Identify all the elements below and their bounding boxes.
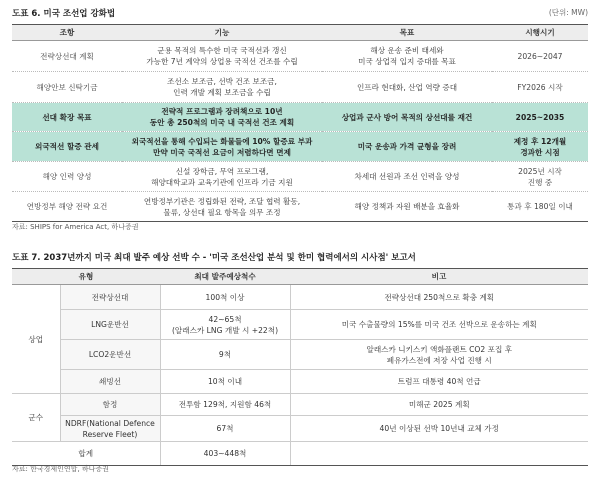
fig7-type-cell	[60, 340, 160, 370]
fig6-goal-cell	[322, 41, 492, 72]
fig7-header-cell: 비고	[290, 269, 588, 285]
cell-line: 진행 중	[527, 177, 553, 187]
fig6-table	[12, 24, 588, 222]
fig6-goal-cell	[322, 103, 492, 132]
fig7-count-cell	[160, 394, 290, 416]
cell-line: 전략적 프로그램과 장려책으로 10년	[161, 107, 283, 116]
fig6-goal-cell	[322, 162, 492, 192]
cell-line: 인프라 현대화, 산업 역량 증대	[356, 82, 458, 92]
fig7-header-cell: 유형	[12, 269, 160, 285]
fig6-sched-cell	[492, 132, 588, 162]
fig6-row	[12, 162, 588, 192]
fig6-goal-cell	[322, 132, 492, 162]
cell-line: 전략상선대	[91, 292, 129, 302]
cell-line: 경과한 시점	[520, 147, 560, 157]
fig6-header-cell: 조항	[12, 25, 122, 41]
fig6-item-cell: 외국적선 할증 관세	[12, 132, 122, 162]
cell-line: 해상 운송 준비 태세와	[370, 46, 444, 55]
cell-line: 67척	[216, 424, 234, 433]
fig6-sched-cell	[492, 103, 588, 132]
cell-line: 가능한 7년 계약의 상업용 국적선 건조를 수립	[146, 57, 298, 66]
cell-line: 상업과 군사 방어 목적의 상선대를 재건	[341, 112, 473, 122]
cell-line: 인력 개발 계획 보조금을 수립	[173, 88, 271, 97]
fig7-total-row	[12, 442, 588, 466]
fig7-row	[12, 370, 588, 394]
fig6-func-cell	[122, 162, 322, 192]
cell-line: 동안 총 250척의 미국 내 국적선 건조 계획	[149, 118, 295, 127]
cell-line: (알래스카 LNG 개발 시 +22척)	[171, 325, 279, 335]
cell-line: 물류, 상선대 필요 항목을 의무 조정	[163, 207, 281, 217]
fig6-header-cell: 목표	[322, 25, 492, 41]
cell-line: 전략상선대 250척으로 확충 계획	[384, 292, 495, 302]
fig6-row	[12, 132, 588, 162]
fig6-unit: (단위: MW)	[548, 8, 588, 17]
cell-line: 미해군 2025 계획	[408, 400, 470, 409]
fig7-type-cell	[60, 285, 160, 310]
fig6-goal-cell	[322, 72, 492, 103]
fig7-row	[12, 340, 588, 370]
cell-line: 알래스카 니키스키 액화플랜트 CO2 포집 후	[366, 344, 513, 354]
fig6-source: 자료: SHIPS for America Act, 하나증권	[12, 223, 139, 231]
fig6-func-cell	[122, 103, 322, 132]
cell-line: 42~65척	[208, 314, 242, 324]
fig6-func-cell	[122, 192, 322, 222]
cell-line: 쇄빙선	[99, 377, 122, 386]
cell-line: 트럼프 대통령 40척 언급	[397, 377, 481, 386]
fig7-type-cell	[60, 370, 160, 394]
cell-line: 함정	[102, 400, 118, 409]
cell-line: 미국 운송과 가격 균형을 장려	[357, 142, 457, 151]
cell-line: 조선소 보조금, 선박 건조 보조금,	[167, 77, 277, 86]
fig6-goal-cell	[322, 192, 492, 222]
fig7-note-cell	[290, 310, 588, 340]
fig7-row	[12, 310, 588, 340]
fig7-type-cell	[60, 416, 160, 442]
cell-line: 100척 이상	[205, 292, 245, 302]
cell-line: LCO2운반선	[88, 350, 132, 359]
fig7-note-cell	[290, 416, 588, 442]
fig7-note-cell	[290, 340, 588, 370]
fig7-total-label: 합계	[12, 442, 160, 466]
fig7-note-cell	[290, 394, 588, 416]
cell-line: 전투함 129척, 지원함 46척	[178, 400, 272, 409]
fig7-group-cell: 상업	[12, 285, 60, 394]
cell-line: FY2026 시작	[517, 82, 563, 92]
cell-line: 해양 정책과 자원 배분을 효율화	[354, 202, 460, 211]
cell-line: 40년 이상된 선박 10년내 교체 가정	[379, 424, 499, 433]
fig6-item-cell: 해양 인력 양성	[12, 162, 122, 192]
cell-line: 통과 후 180일 이내	[507, 202, 573, 211]
cell-line: NDRF(National Defence	[65, 418, 155, 428]
cell-line: Reserve Fleet)	[82, 429, 138, 439]
fig7-header-cell: 최대 발주예상척수	[160, 269, 290, 285]
fig7-note-cell	[290, 285, 588, 310]
fig6-title: 도표 6. 미국 조선업 강화법	[12, 9, 116, 19]
cell-line: 군용 목적의 특수한 미국 국적선과 갱신	[157, 46, 287, 55]
cell-line: 2025년 시작	[518, 166, 562, 176]
fig6-sched-cell	[492, 192, 588, 222]
fig6-header-cell: 시행시기	[492, 25, 588, 41]
fig7-group-cell: 군수	[12, 394, 60, 442]
cell-line: LNG운반선	[91, 320, 129, 329]
fig7-row	[12, 416, 588, 442]
fig7-total-count: 403~448척	[160, 442, 290, 466]
fig7-row	[12, 285, 588, 310]
cell-line: 만약 미국 국적선 요금이 저렴하다면 면제	[153, 147, 291, 157]
fig7-table	[12, 268, 588, 466]
cell-line: 10척 이내	[207, 377, 243, 386]
fig7-header	[12, 250, 588, 266]
cell-line: 외국적선을 통해 수입되는 화물들에 10% 할증료 부과	[131, 136, 313, 146]
fig6-header-cell: 기능	[122, 25, 322, 41]
fig7-count-cell	[160, 416, 290, 442]
fig6-func-cell	[122, 41, 322, 72]
fig6-row	[12, 72, 588, 103]
fig6-row	[12, 41, 588, 72]
fig6-sched-cell	[492, 41, 588, 72]
fig7-count-cell	[160, 340, 290, 370]
cell-line: 2025~2035	[515, 112, 565, 122]
cell-line: 신설 장학금, 무역 프로그램,	[175, 166, 269, 176]
fig7-title: 도표 7. 2037년까지 미국 최대 발주 예상 선박 수 - '미국 조선산업 분석 및 한미 협력에서의 시사점' 보고서	[12, 253, 416, 263]
fig6-item-cell: 해양안보 신탁기금	[12, 72, 122, 103]
cell-line: 9척	[218, 350, 232, 359]
fig6-sched-cell	[492, 72, 588, 103]
fig6-item-cell: 연방정부 해양 전략 요건	[12, 192, 122, 222]
cell-line: 미국 상업적 입지 증대를 목표	[358, 57, 456, 66]
cell-line: 해양대학교과 교육기관에 인프라 기금 지원	[151, 177, 293, 187]
fig7-type-cell	[60, 394, 160, 416]
fig7-note-cell	[290, 370, 588, 394]
fig7-type-cell	[60, 310, 160, 340]
cell-line: 폐유가스전에 저장 사업 진행 시	[386, 355, 492, 365]
fig6-item-cell: 선대 확장 목표	[12, 103, 122, 132]
cell-line: 차세대 선원과 조선 인력을 양성	[354, 172, 460, 181]
cell-line: 미국 수출물량의 15%를 미국 건조 선박으로 운송하는 계획	[341, 320, 537, 329]
fig7-row	[12, 394, 588, 416]
fig7-count-cell	[160, 285, 290, 310]
fig7-count-cell	[160, 310, 290, 340]
fig6-row	[12, 103, 588, 132]
fig6-sched-cell	[492, 162, 588, 192]
cell-line: 연방정부기관은 정립화된 전략, 조달 협력 활동,	[143, 196, 301, 206]
fig6-row	[12, 192, 588, 222]
fig6-func-cell	[122, 132, 322, 162]
cell-line: 2026~2047	[517, 51, 563, 61]
fig6-item-cell: 전략상선대 계획	[12, 41, 122, 72]
fig7-count-cell	[160, 370, 290, 394]
fig7-source: 자료: 한국경제인연합, 하나증권	[12, 465, 109, 473]
fig7-total-note	[290, 442, 588, 466]
cell-line: 제정 후 12개월	[513, 136, 567, 146]
fig6-header	[12, 6, 588, 22]
fig6-func-cell	[122, 72, 322, 103]
